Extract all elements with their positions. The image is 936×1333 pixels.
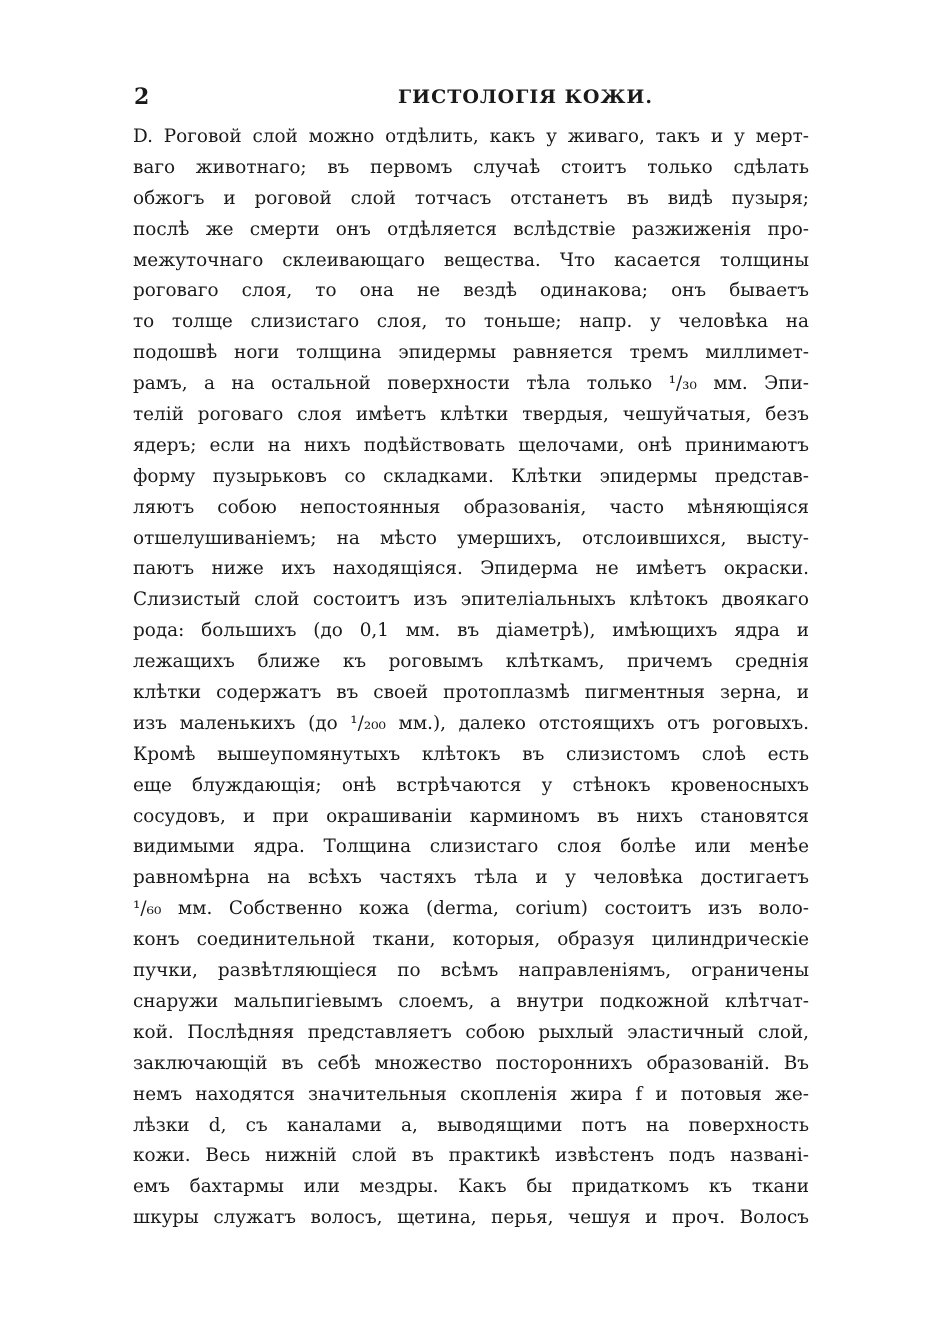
text-line: послѣ же смерти онъ отдѣляется вслѣдствіе разжиженія про- [133, 218, 809, 240]
text-line: кой. Послѣдняя представляетъ собою рыхлый эластичный слой, [133, 1021, 809, 1043]
text-line: конъ соединительной ткани, которыя, образуя цилиндрическіе [133, 929, 809, 951]
text-line: Кромѣ вышеупомянутыхъ клѣтокъ въ слизистомъ слоѣ есть [133, 743, 809, 765]
text-line: то толще слизистаго слоя, то тоньше; напр. у человѣка на [133, 311, 809, 333]
text-line: заключающій въ себѣ множество постороннихъ образованій. Въ [133, 1052, 809, 1074]
text-line: изъ маленькихъ (до ¹/₂₀₀ мм.), далеко отстоящихъ отъ роговыхъ. [133, 712, 809, 734]
text-line: D. Роговой слой можно отдѣлить, какъ у живаго, такъ и у мерт- [133, 126, 809, 147]
text-line: ¹/₆₀ мм. Собственно кожа (derma, corium) состоитъ изъ воло- [133, 898, 809, 920]
text-line: паютъ ниже ихъ находящіяся. Эпидерма не имѣетъ окраски. [133, 558, 809, 580]
text-line: ляютъ собою непостоянныя образованія, часто мѣняющіяся [133, 496, 809, 518]
text-line: лѣзки d, съ каналами a, выводящими потъ на поверхность [133, 1114, 809, 1136]
text-line: межуточнаго склеивающаго вещества. Что касается толщины [133, 249, 809, 271]
text-line: клѣтки содержатъ въ своей протоплазмѣ пигментныя зерна, и [133, 682, 809, 704]
text-line: подошвѣ ноги толщина эпидермы равняется тремъ миллимет- [133, 342, 809, 364]
text-line: ваго животнаго; въ первомъ случаѣ стоитъ только сдѣлать [133, 156, 809, 178]
text-line: шкуры служатъ волосъ, щетина, перья, чешуя и проч. Волосъ [133, 1207, 809, 1229]
text-line: телій роговаго слоя имѣетъ клѣтки твердыя, чешуйчатыя, безъ [133, 404, 809, 426]
text-line: видимыми ядра. Толщина слизистаго слоя болѣе или менѣе [133, 836, 809, 858]
text-line: отшелушиваніемъ; на мѣсто умершихъ, отслоившихся, высту- [133, 527, 809, 549]
text-line: обжогъ и роговой слой тотчасъ отстанетъ въ видѣ пузыря; [133, 187, 809, 209]
text-line: Слизистый слой состоитъ изъ эпителіальныхъ клѣтокъ двоякаго [133, 589, 809, 611]
text-line: роговаго слоя, то она не вездѣ одинакова; онъ бываетъ [133, 280, 809, 302]
text-line: пучки, развѣтляющіеся по всѣмъ направленіямъ, ограничены [133, 960, 809, 982]
text-line: снаружи мальпигіевымъ слоемъ, а внутри подкожной клѣтчат- [133, 990, 809, 1012]
body-text [133, 122, 809, 1234]
page-header [134, 82, 814, 112]
text-line: рамъ, а на остальной поверхности тѣла только ¹/₃₀ мм. Эпи- [133, 373, 809, 395]
text-line: лежащихъ ближе къ роговымъ клѣткамъ, причемъ среднія [133, 651, 809, 673]
text-line: форму пузырьковъ со складками. Клѣтки эпидермы представ- [133, 465, 809, 487]
text-line: емъ бахтармы или мездры. Какъ бы придаткомъ къ ткани [133, 1176, 809, 1198]
page-number: 2 [134, 84, 150, 110]
text-line: еще блуждающія; онѣ встрѣчаются у стѣнокъ кровеносныхъ [133, 774, 809, 796]
text-line: кожи. Весь нижній слой въ практикѣ извѣстенъ подъ названі- [133, 1145, 809, 1167]
text-line: немъ находятся значительныя скопленія жира f и потовыя же- [133, 1083, 809, 1105]
text-line: сосудовъ, и при окрашиваніи карминомъ въ нихъ становятся [133, 805, 809, 827]
text-line: ядеръ; если на нихъ подѣйствовать щелочами, онѣ принимаютъ [133, 434, 809, 456]
running-head-title: ГИСТОЛОГІЯ КОЖИ. [398, 86, 653, 108]
text-line: рода: большихъ (до 0,1 мм. въ діаметрѣ), имѣющихъ ядра и [133, 620, 809, 642]
text-line: равномѣрна на всѣхъ частяхъ тѣла и у человѣка достигаетъ [133, 867, 809, 889]
